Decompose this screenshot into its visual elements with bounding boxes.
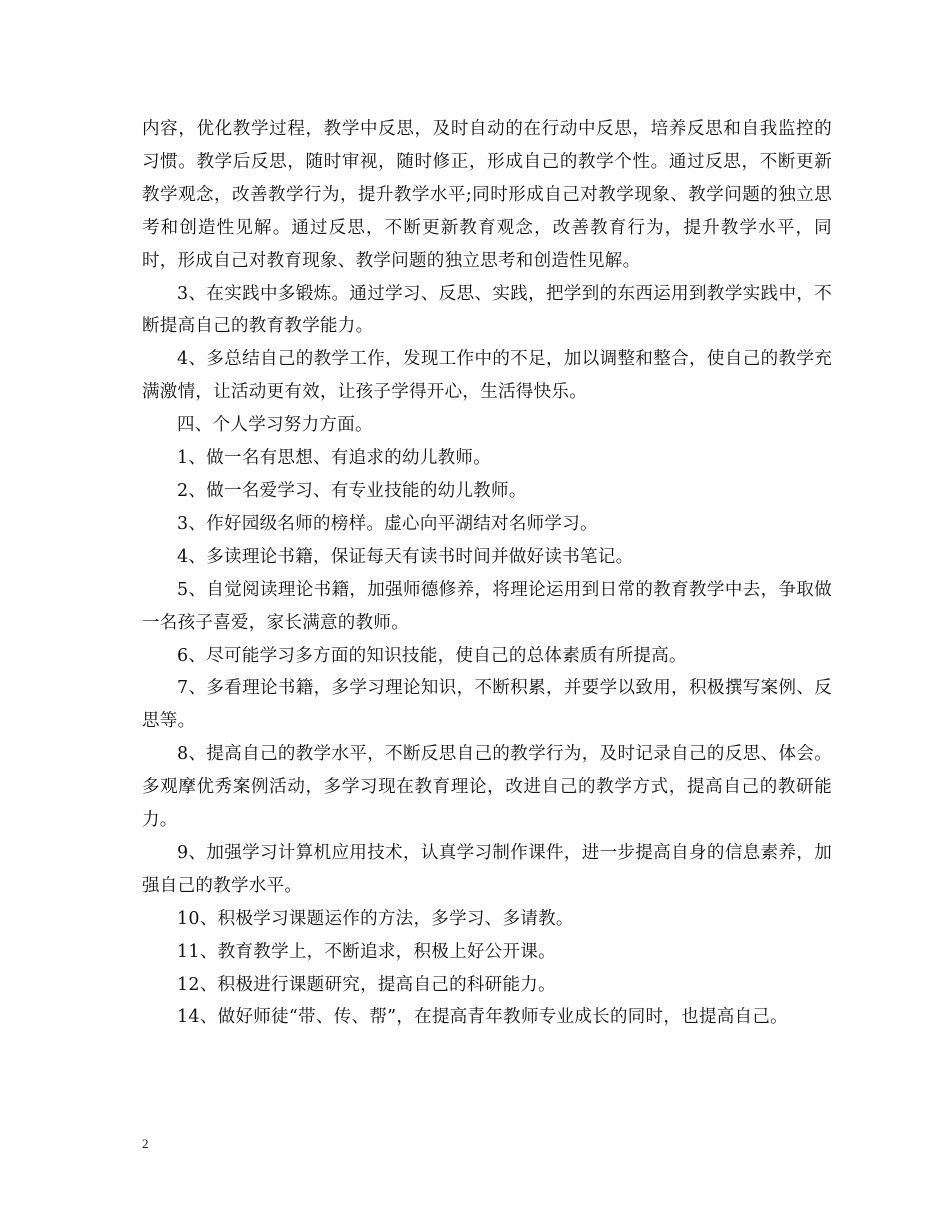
paragraph: 4、多读理论书籍，保证每天有读书时间并做好读书笔记。 [177,546,634,567]
paragraph: 8、提高自己的教学水平，不断反思自己的教学行为，及时记录自己的反思、体会。多观摩优秀案例活动，多学习现在教育理论，改进自己的教学方式，提高自己的教研能力。 [142,744,832,831]
paragraph: 7、多看理论书籍，多学习理论知识，不断积累，并要学以致用，积极撰写案例、反思等。 [142,678,832,732]
paragraph: 2、做一名爱学习、有专业技能的幼儿教师。 [177,480,527,501]
paragraph: 3、作好园级名师的榜样。虚心向平湖结对名师学习。 [177,513,598,534]
paragraph: 4、多总结自己的教学工作，发现工作中的不足，加以调整和整合，使自己的教学充满激情，让活动更有效，让孩子学得开心，生活得快乐。 [142,349,832,403]
page-number: 2 [142,1136,149,1151]
paragraph: 11、教育教学上，不断追求，积极上好公开课。 [177,941,556,962]
document-body [142,113,832,1034]
paragraph: 3、在实践中多锻炼。通过学习、反思、实践，把学到的东西运用到教学实践中，不断提高自己的教育教学能力。 [142,283,832,337]
paragraph: 内容，优化教学过程，教学中反思，及时自动的在行动中反思，培养反思和自我监控的习惯。教学后反思，随时审视，随时修正，形成自己的教学个性。通过反思，不断更新教学观念，改善教学行为，提升教学水平;同时形成自己对教学现象、教学问题的独立思考和创造性见解。通过反思，不断更新教育观念，改善教育行为，提升教学水平，同时，形成自己对教育现象、教学问题的独立思考和创造性见解。 [142,119,832,271]
paragraph: 5、自觉阅读理论书籍，加强师德修养，将理论运用到日常的教育教学中去，争取做一名孩子喜爱，家长满意的教师。 [142,579,832,633]
paragraph: 10、积极学习课题运作的方法，多学习、多请教。 [177,908,574,929]
paragraph: 1、做一名有思想、有追求的幼儿教师。 [177,448,492,469]
paragraph: 6、尽可能学习多方面的知识技能，使自己的总体素质有所提高。 [177,645,687,666]
paragraph: 12、积极进行课题研究，提高自己的科研能力。 [177,974,556,995]
paragraph: 14、做好师徒“带、传、帮”，在提高青年教师专业成长的同时，也提高自己。 [177,1007,788,1028]
paragraph: 9、加强学习计算机应用技术，认真学习制作课件，进一步提高自身的信息素养，加强自己的教学水平。 [142,842,832,896]
paragraph: 四、个人学习努力方面。 [177,415,373,436]
